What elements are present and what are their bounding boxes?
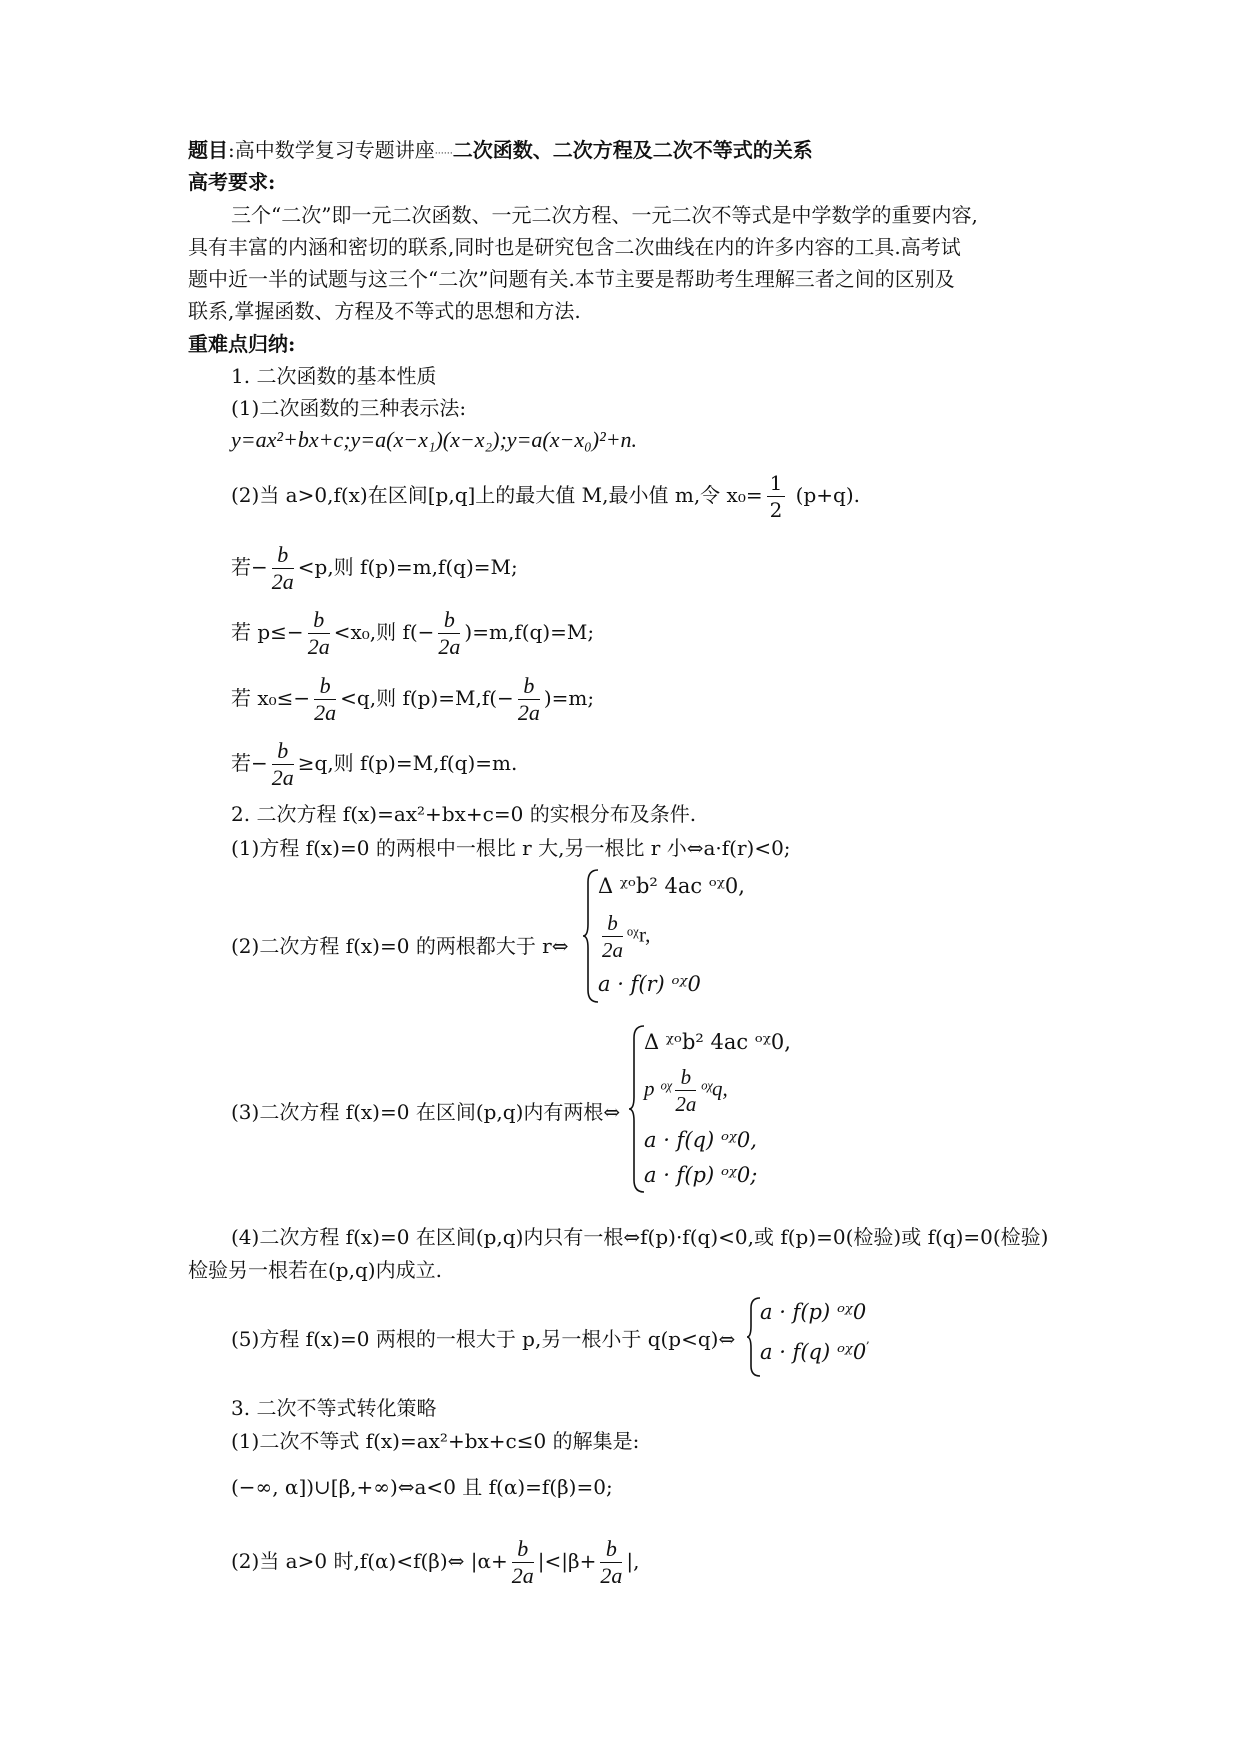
system-2-row-2-tail: ᵒᵡr, [627,922,651,947]
system-2-row-2 [598,910,650,963]
system-5-row-1: a · f(p) ᵒᵡ0 [760,1300,867,1324]
section-3-2 [231,1536,639,1589]
system-2-row-3: a · f(r) ᵒᵡ0 [598,972,701,996]
system-5-row-2: a · f(q) ᵒᵡ0 [760,1340,867,1364]
section-3-2-pre: (2)当 a>0 时,f(α)<f(β)⇔ |α+ [231,1549,508,1573]
section-2-5: (5)方程 f(x)=0 两根的一根大于 p,另一根小于 q(p<q)⇔ [231,1327,736,1351]
fraction-denominator: 2a [271,569,294,594]
fraction-denominator: 2a [271,765,294,790]
title-main: 二次函数、二次方程及二次不等式的关系 [452,138,813,162]
case-3 [231,673,594,726]
fraction-numerator: b [512,1536,534,1563]
key-heading: 重难点归纳: [188,332,296,356]
system-5-tail: , [866,1332,870,1346]
fraction-b-2a [512,1536,534,1589]
fraction-numerator: b [675,1064,696,1091]
section-1-1-formula: y=ax²+bx+c;y=a(x−x₁)(x−x₂);y=a(x−x₀)²+n. [231,427,638,452]
fraction-denominator: 2a [600,1563,623,1588]
fraction-b-2a [314,673,336,726]
case-4-post: ≥q,则 f(p)=M,f(q)=m. [297,751,518,775]
title-text: 高中数学复习专题讲座 [234,138,435,162]
fraction-b-2a [438,607,460,660]
fraction-numerator: b [308,607,330,634]
section-3-1-formula: (−∞, α])∪[β,+∞)⇔a<0 且 f(α)=f(β)=0; [231,1475,613,1499]
title-label: 题目 [188,138,228,162]
fraction-b-2a [675,1064,696,1117]
fraction-numerator: b [314,673,336,700]
case-3-pre: 若 x₀≤− [231,686,311,710]
system-3-row-2-pre: p ᵒᵡ [644,1076,672,1101]
section-1-2-post: (p+q). [789,483,861,507]
fraction-numerator: b [272,542,294,569]
section-1-2-pre: (2)当 a>0,f(x)在区间[p,q]上的最大值 M,最小值 m,令 x₀= [231,483,763,507]
section-1-1: (1)二次函数的三种表示法: [231,396,467,420]
req-para-line-4: 联系,掌握函数、方程及不等式的思想和方法. [188,299,581,323]
fraction-half [767,470,786,523]
section-3-1: (1)二次不等式 f(x)=ax²+bx+c≤0 的解集是: [231,1429,640,1453]
section-2-heading: 2. 二次方程 f(x)=ax²+bx+c=0 的实根分布及条件. [231,802,697,826]
section-3-heading: 3. 二次不等式转化策略 [231,1396,437,1420]
section-1-2 [231,470,860,523]
system-3-row-2 [644,1064,728,1117]
fraction-numerator: b [272,738,294,765]
section-3-2-mid: |<|β+ [537,1549,597,1573]
section-3-2-post: |, [626,1549,640,1573]
system-3-row-1: Δ ᵡᵒb² 4ac ᵒᵡ0, [644,1030,791,1054]
case-2-post: )=m,f(q)=M; [464,620,595,644]
req-heading: 高考要求: [188,170,276,194]
fraction-denominator: 2a [511,1563,534,1588]
case-4-pre: 若− [231,751,268,775]
fraction-denominator: 2a [517,700,540,725]
section-2-4-line-2: 检验另一根若在(p,q)内成立. [188,1258,442,1282]
req-para-line-3: 题中近一半的试题与这三个“二次”问题有关.本节主要是帮助考生理解三者之间的区别及 [188,267,955,291]
req-para-line-2: 具有丰富的内涵和密切的联系,同时也是研究包含二次曲线在内的许多内容的工具.高考试 [188,235,961,259]
case-3-mid: <q,则 f(p)=M,f(− [340,686,514,710]
system-2-row-1: Δ ᵡᵒb² 4ac ᵒᵡ0, [598,874,745,898]
section-1-heading: 1. 二次函数的基本性质 [231,364,437,388]
fraction-b-2a [518,673,540,726]
req-para-line-1: 三个“二次”即一元二次函数、一元二次方程、一元二次不等式是中学数学的重要内容, [231,203,978,227]
case-2 [231,607,594,660]
section-2-3: (3)二次方程 f(x)=0 在区间(p,q)内有两根⇔ [231,1100,621,1124]
title-dash: …… [434,146,453,157]
fraction-b-2a [308,607,330,660]
fraction-b-2a [272,738,294,791]
fraction-denominator: 2a [675,1092,697,1116]
case-1 [231,542,518,595]
fraction-denominator: 2a [602,938,623,962]
system-3-row-3: a · f(q) ᵒᵡ0, [644,1128,757,1152]
case-4 [231,738,517,791]
section-2-1: (1)方程 f(x)=0 的两根中一根比 r 大,另一根比 r 小⇔a·f(r)<0; [231,836,791,860]
case-3-post: )=m; [543,686,595,710]
fraction-numerator: b [600,1536,622,1563]
fraction-numerator: b [602,910,623,937]
system-3-row-2-tail: ᵒᵡq, [700,1076,728,1101]
fraction-numerator: b [438,607,460,634]
fraction-denominator: 2 [769,498,783,522]
fraction-denominator: 2a [307,634,330,659]
title-line [188,136,813,166]
system-3-row-4: a · f(p) ᵒᵡ0; [644,1163,758,1187]
case-1-post: <p,则 f(p)=m,f(q)=M; [297,555,518,579]
fraction-b-2a [602,910,623,963]
section-2-2: (2)二次方程 f(x)=0 的两根都大于 r⇔ [231,934,569,958]
fraction-b-2a [272,542,294,595]
fraction-denominator: 2a [314,700,337,725]
fraction-numerator: 1 [767,470,786,497]
section-2-4-line-1: (4)二次方程 f(x)=0 在区间(p,q)内只有一根⇔f(p)·f(q)<0,或 f(p)=0(检验)或 f(q)=0(检验) [231,1225,1049,1249]
fraction-b-2a [600,1536,622,1589]
fraction-denominator: 2a [438,634,461,659]
fraction-numerator: b [518,673,540,700]
title-sep: : [228,138,235,162]
case-2-pre: 若 p≤− [231,620,304,644]
case-1-pre: 若− [231,555,268,579]
case-2-mid: <x₀,则 f(− [333,620,435,644]
